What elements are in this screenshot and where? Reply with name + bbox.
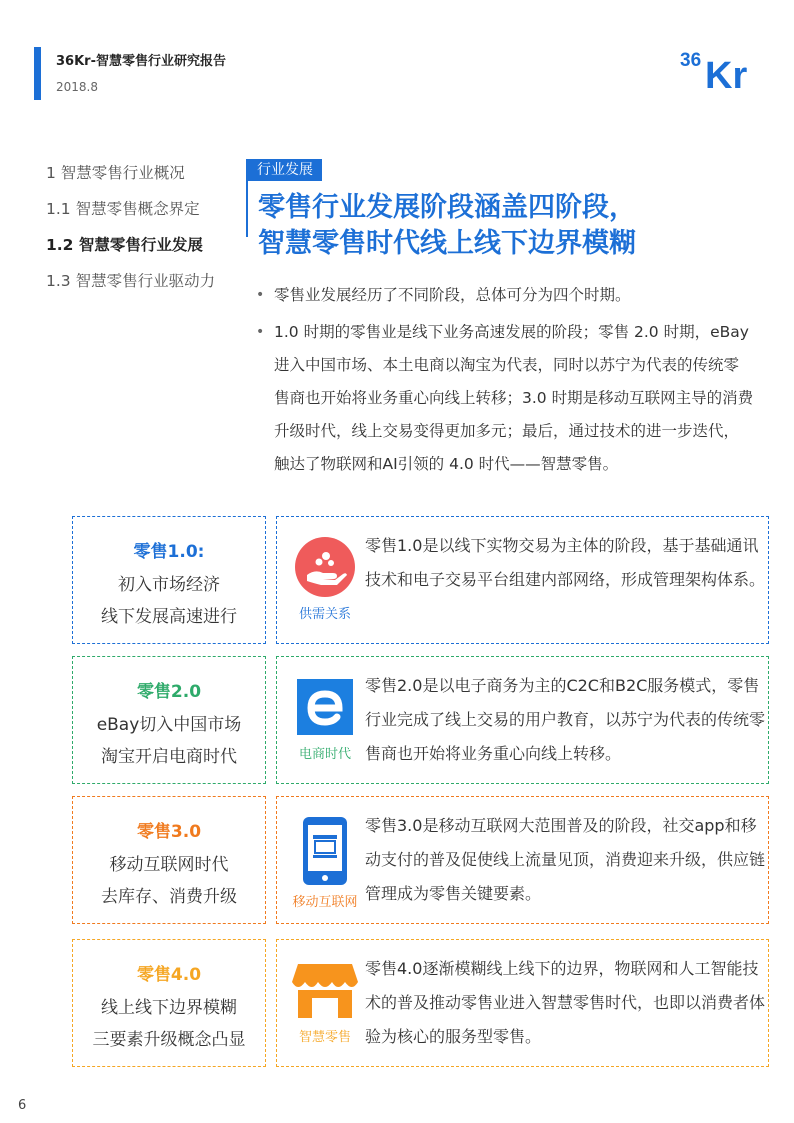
store-icon [290, 958, 360, 1022]
bullet-dot-icon: • [256, 324, 265, 340]
section-headline [258, 190, 778, 262]
stage-row-2 [72, 656, 769, 788]
stage-3-description: 零售3.0是移动互联网大范围普及的阶段，社交app和移动支付的普及促使线上流量见顶，消费迎来升级，供应链管理成为零售关键要素。 [365, 816, 766, 903]
svg-text:36: 36 [680, 50, 702, 71]
headline-line-1: 零售行业发展阶段涵盖四阶段， [258, 192, 636, 223]
headline-line-2: 智慧零售时代线上线下边界模糊 [258, 228, 636, 259]
stage-3-title: 零售3.0 [136, 822, 202, 842]
stage-4-detail [276, 939, 769, 1067]
bullet-text: 零售业发展经历了不同阶段，总体可分为四个时期。 [274, 286, 631, 304]
stage-2-sub1: eBay切入中国市场 [96, 715, 242, 735]
stage-1-sub2: 线下发展高速进行 [101, 607, 237, 627]
page-number: 6 [18, 1098, 27, 1113]
stage-3-icon-block [289, 815, 361, 910]
report-date: 2018.8 [56, 80, 98, 94]
bullet-text: 1.0 时期的零售业是线下业务高速发展的阶段；零售 2.0 时期，eBay 进入中国市场、本土电商以淘宝为代表，同时以苏宁为代表的传统零售商也开始将业务重心向线上转移；3.0 时期是移动互联网主导的消费升级时代，线上交易变得更加多元；最后，通过技术的进一步迭代，触达了物联网和AI引领的 4.0 时代——智慧零售。 [274, 323, 754, 473]
toc-item-concept[interactable]: 1.1 智慧零售概念界定 [46, 200, 200, 218]
toc-item-development[interactable]: 1.2 智慧零售行业发展 [46, 236, 203, 254]
stage-1-icon-label: 供需关系 [298, 607, 351, 622]
stage-2-summary [72, 656, 266, 784]
stage-3-icon-label: 移动互联网 [292, 895, 358, 910]
section-tag: 行业发展 [248, 159, 322, 181]
stage-1-summary [72, 516, 266, 644]
stage-4-icon-label: 智慧零售 [298, 1030, 351, 1045]
bullet-list [254, 279, 754, 485]
stage-1-icon-block [289, 535, 361, 622]
stage-4-summary [72, 939, 266, 1067]
stage-3-sub2: 去库存、消费升级 [101, 887, 237, 907]
stage-4-description: 零售4.0逐渐模糊线上线下的边界，物联网和人工智能技术的普及推动零售业进入智慧零售时代，也即以消费者体验为核心的服务型零售。 [365, 959, 766, 1046]
stage-row-3 [72, 796, 769, 928]
stage-3-summary [72, 796, 266, 924]
36kr-logo [680, 44, 764, 92]
stage-1-title: 零售1.0: [133, 542, 205, 562]
stage-3-sub1: 移动互联网时代 [109, 855, 229, 875]
stage-2-title: 零售2.0 [136, 682, 202, 702]
bullet-item [254, 279, 754, 312]
stage-4-sub2: 三要素升级概念凸显 [92, 1030, 246, 1050]
stage-2-icon-label: 电商时代 [298, 747, 351, 762]
table-of-contents [46, 160, 215, 304]
stage-2-description: 零售2.0是以电子商务为主的C2C和B2C服务模式，零售行业完成了线上交易的用户教育，以苏宁为代表的传统零售商也开始将业务重心向线上转移。 [365, 676, 766, 763]
header-accent-bar [34, 47, 41, 100]
supply-demand-icon [293, 535, 357, 599]
report-title: 36Kr-智慧零售行业研究报告 [56, 54, 226, 69]
stage-2-sub2: 淘宝开启电商时代 [101, 747, 237, 767]
bullet-item [254, 316, 754, 481]
stage-4-icon-block [289, 958, 361, 1045]
bullet-dot-icon: • [256, 287, 265, 303]
svg-text:Kr: Kr [705, 55, 748, 92]
toc-item-overview[interactable]: 1 智慧零售行业概况 [46, 164, 185, 182]
stage-4-sub1: 线上线下边界模糊 [101, 998, 237, 1018]
stage-1-sub1: 初入市场经济 [118, 575, 220, 595]
stage-1-description: 零售1.0是以线下实物交易为主体的阶段，基于基础通讯技术和电子交易平台组建内部网络，形成管理架构体系。 [365, 536, 766, 589]
stage-row-1 [72, 516, 769, 648]
stage-1-detail [276, 516, 769, 644]
stage-3-detail [276, 796, 769, 924]
ecommerce-icon [293, 675, 357, 739]
stage-row-4 [72, 939, 769, 1071]
stage-2-icon-block [289, 675, 361, 762]
stage-4-title: 零售4.0 [136, 965, 202, 985]
stage-2-detail [276, 656, 769, 784]
toc-item-drivers[interactable]: 1.3 智慧零售行业驱动力 [46, 272, 216, 290]
mobile-phone-icon [293, 815, 357, 887]
